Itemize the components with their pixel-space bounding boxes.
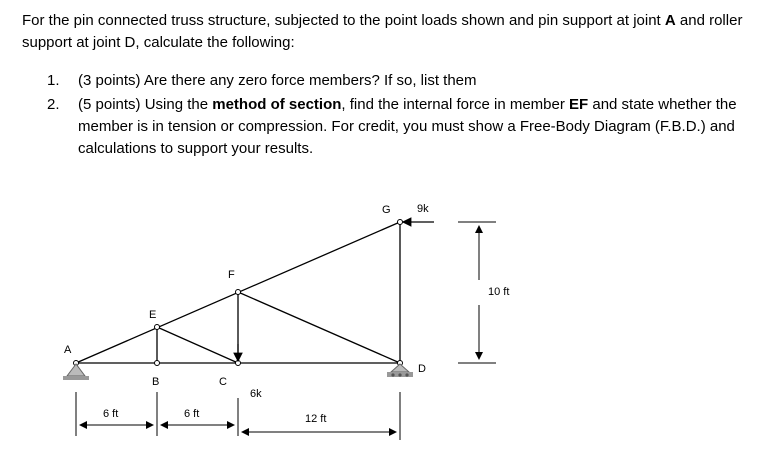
- label-joint-b: B: [152, 376, 160, 388]
- label-joint-f: F: [228, 269, 235, 281]
- pin-support-a: [63, 364, 89, 380]
- dim-bc-label: 6 ft: [184, 408, 200, 420]
- label-joint-d: D: [418, 363, 426, 375]
- dim-cd-label: 12 ft: [305, 413, 327, 425]
- q2-text-3: and state whether the member is in tension or compression. For credit, you must show a Free-Body Diagram (F.B.D.) and calculations to support your results.: [78, 96, 737, 157]
- label-load-c: 6k: [250, 388, 262, 400]
- dim-height-label: 10 ft: [488, 286, 510, 298]
- label-joint-e: E: [149, 309, 157, 321]
- member-fd: [238, 292, 400, 363]
- question-1-number: 1.: [47, 72, 60, 89]
- question-2-number: 2.: [47, 96, 60, 113]
- joint-f-pin: [236, 290, 241, 295]
- joint-g-pin: [398, 220, 403, 225]
- intro-joint-a: A: [664, 12, 676, 29]
- label-joint-g: G: [382, 204, 391, 216]
- q2-text-1: (5 points) Using the: [78, 96, 213, 113]
- label-load-g: 9k: [417, 203, 429, 215]
- joint-c-pin: [236, 361, 241, 366]
- intro-text-1: For the pin connected truss structure, subjected to the point loads shown and pin support at joint: [22, 12, 665, 29]
- q2-method: method of section: [212, 96, 342, 113]
- question-1-text: (3 points) Are there any zero force members? If so, list them: [78, 72, 477, 89]
- label-joint-a: A: [64, 344, 72, 356]
- roller-support-d: [387, 364, 413, 377]
- q2-text-2: , find the internal force in member: [341, 96, 570, 113]
- dim-ab-label: 6 ft: [103, 408, 119, 420]
- intro-text-2: and roller support at joint D, calculate the following:: [22, 12, 743, 51]
- joint-e-pin: [155, 325, 160, 330]
- q2-member: EF: [569, 96, 589, 113]
- label-joint-c: C: [219, 376, 227, 388]
- joint-b-pin: [155, 361, 160, 366]
- member-ec: [157, 327, 238, 363]
